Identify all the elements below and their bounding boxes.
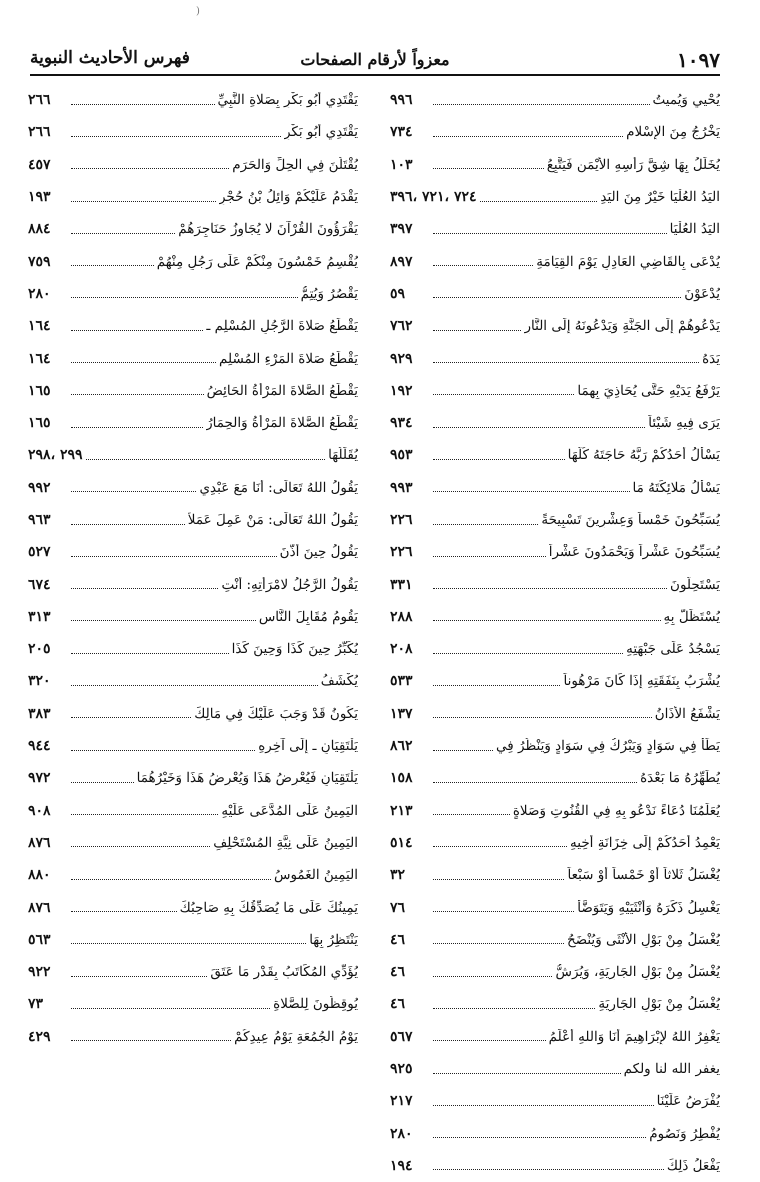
hadith-text: يُؤَدِّي المُكَاتَبُ بِقَدْرِ مَا عَتَقَ (210, 964, 358, 981)
hadith-text: يُوقِظُونَ لِلصَّلاةِ (273, 996, 358, 1013)
index-entry (28, 891, 358, 923)
hadith-text: يَشْفَعُ الأَذَانُ (654, 705, 720, 722)
leader-dots (433, 782, 637, 783)
page-reference: ٥٣٣ (390, 673, 413, 690)
page-reference: ٤٦ (390, 964, 406, 981)
index-entry (390, 568, 720, 600)
index-entry (390, 310, 720, 342)
leader-dots (433, 233, 667, 234)
leader-dots (433, 588, 667, 589)
page-reference: ٥٢٧ (28, 544, 51, 561)
page-reference: ٨٩٧ (390, 253, 413, 270)
hadith-text: يَسْأَلُ أَحَدُكُمْ رَبَّهُ حَاجَتَهُ كُلَّهَا (567, 447, 720, 464)
page-reference: ١٣٧ (390, 705, 413, 722)
hadith-text: يَسْأَلُ مَلائِكَتَهُ مَا (632, 479, 720, 496)
index-entry (28, 956, 358, 988)
hadith-text: يَدْعُوهُمْ إِلَى الجَنَّةِ وَيَدْعُونَهُ إِلَى النَّارِ (524, 318, 720, 335)
leader-dots (71, 685, 318, 686)
hadith-text: اليَدُ العُلْيَا خَيْرٌ مِنَ اليَدِ (600, 189, 720, 206)
page-reference: ١٠٣ (390, 156, 413, 173)
hadith-text: يُغْسَلُ مِنْ بَوْلِ الجَارِيَةِ، وَيُرَشُّ (555, 964, 720, 981)
page-reference: ٣٣١ (390, 576, 413, 593)
page-reference: ٩٩٦ (390, 92, 413, 109)
index-entry (390, 245, 720, 277)
hadith-text: يَغْسِلُ ذَكَرَهُ وَأُنْثَيَيْهِ وَيَتَوَضَّأُ (577, 899, 720, 916)
index-entry (390, 859, 720, 891)
page-reference: ٥٦٣ (28, 931, 51, 948)
hadith-text: يَسْتَحِلُّونَ (670, 576, 720, 593)
index-entry (28, 568, 358, 600)
leader-dots (433, 427, 645, 428)
hadith-text: يَطَأُ فِي سَوَادٍ وَيَبْرُكُ فِي سَوَادٍ وَيَنْظُرُ فِي (496, 738, 720, 755)
index-entry (390, 407, 720, 439)
page-reference: ٤٦ (390, 996, 406, 1013)
page-reference: ٢٢٦ (390, 544, 413, 561)
hadith-text: يُخَلِّلُ بِهَا شِقَّ رَأْسِهِ الأَيْمَنِ فَيَتَّبِعُ (546, 156, 720, 173)
index-entry (390, 149, 720, 181)
index-entry (28, 601, 358, 633)
page-reference: ٣٢ (390, 867, 406, 884)
page-reference: ٧٢٤ ،٧٢١ ،٣٩٦ (390, 189, 477, 206)
page-reference: ٩٢٥ (390, 1061, 413, 1078)
hadith-text: يُشْرَبُ بِنَفَقَتِهِ إِذَا كَانَ مَرْهُوناً (563, 673, 720, 690)
index-entry (28, 924, 358, 956)
index-entry (390, 827, 720, 859)
leader-dots (433, 1137, 646, 1138)
page-reference: ١٥٨ (390, 770, 413, 787)
index-entry (28, 375, 358, 407)
page-reference: ٦٧٤ (28, 576, 51, 593)
index-entry (390, 1021, 720, 1053)
hadith-text: يَقْطَعُ صَلاةَ المَرْءِ المُسْلِمِ (219, 350, 358, 367)
index-entry (390, 116, 720, 148)
index-entry (28, 633, 358, 665)
hadith-text: يَقْطَعُ الصَّلاةَ المَرْأَةُ وَالحِمَارُ (206, 415, 358, 432)
page-number: ١٠٩٧ (677, 48, 720, 72)
index-entry (28, 730, 358, 762)
hadith-text: يُسَبِّحُونَ عَشْراً وَيَحْمَدُونَ عَشْراً (548, 544, 720, 561)
leader-dots (433, 362, 699, 363)
index-entry (390, 601, 720, 633)
hadith-text: يُعَلِّمُنَا دُعَاءً نَدْعُو بِهِ فِي القُنُوتِ وَصَلاةٍ (512, 802, 720, 819)
index-entry (28, 116, 358, 148)
hadith-text: يُدْعَى بِالقَاضِي العَادِلِ يَوْمَ القِيَامَةِ (536, 253, 720, 270)
index-entry (390, 472, 720, 504)
page-reference: ٩٥٣ (390, 447, 413, 464)
index-entry (28, 988, 358, 1020)
index-entry (390, 375, 720, 407)
page-reference: ١٦٥ (28, 415, 51, 432)
page-reference: ٨٨٤ (28, 221, 51, 238)
hadith-text: اليَدُ العُلْيَا (669, 221, 720, 238)
leader-dots (71, 233, 175, 234)
left-column (28, 84, 358, 1053)
page-reference: ١٦٤ (28, 318, 51, 335)
index-entry (28, 665, 358, 697)
leader-dots (480, 201, 598, 202)
hadith-text: يَخْرُجُ مِنَ الإِسْلامِ (626, 124, 720, 141)
hadith-text: يَقُولُ حِينَ أَذَّنَ (279, 544, 358, 561)
hadith-text: اليَمِينُ الغَمُوسُ (273, 867, 358, 884)
hadith-text: يُغْسَلُ ثَلاثاً أَوْ خَمْساً أَوْ سَبْعاً (567, 867, 720, 884)
index-entry (390, 504, 720, 536)
leader-dots (71, 427, 203, 428)
leader-dots (433, 976, 552, 977)
page-reference: ٥٩ (390, 285, 406, 302)
page-reference: ٧٣ (28, 996, 44, 1013)
index-entry (28, 310, 358, 342)
leader-dots (433, 814, 510, 815)
index-entry (390, 665, 720, 697)
right-column (390, 84, 720, 1182)
leader-dots (433, 1073, 621, 1074)
hadith-text: يَقْتَدِي أَبُو بَكْرٍ (283, 124, 358, 141)
hadith-text: يَقُولُ اللهُ تَعَالَى: أَنَا مَعَ عَبْدِي (199, 479, 358, 496)
leader-dots (433, 491, 630, 492)
index-entry (390, 698, 720, 730)
page-header (30, 48, 720, 76)
leader-dots (71, 136, 281, 137)
page-reference: ١٩٤ (390, 1157, 413, 1174)
page-reference: ٢٦٦ (28, 124, 51, 141)
leader-dots (71, 491, 196, 492)
leader-dots (71, 362, 216, 363)
page-reference: ٢٢٦ (390, 512, 413, 528)
page-reference: ٢٦٦ (28, 92, 51, 109)
leader-dots (71, 556, 277, 557)
leader-dots (433, 168, 544, 169)
index-entry (28, 245, 358, 277)
hadith-text: يَنْتَظِرُ بِهَا (309, 931, 358, 948)
hadith-text: يُغْسَلُ مِنْ بَوْلِ الجَارِيَةِ (598, 996, 720, 1013)
hadith-text: يُقَلِّلُهَا (328, 447, 358, 464)
hadith-text: يَلْتَقِيَانِ فَيُعْرِضُ هَذَا وَيُعْرِضُ هَذَا وَخَيْرُهُمَا (136, 770, 358, 787)
hadith-text: يُسْتَظَلُّ بِهِ (663, 608, 720, 625)
index-entry (28, 439, 358, 471)
hadith-text: يَدَهُ (702, 350, 720, 367)
leader-dots (71, 717, 191, 718)
leader-dots (71, 976, 207, 977)
hadith-text: يَمِينُكَ عَلَى مَا يُصَدِّقُكَ بِهِ صَاحِبُكَ (179, 899, 358, 916)
page-reference: ٨٧٦ (28, 834, 51, 851)
hadith-text: يَلْتَقِيَانِ ـ إِلَى آخِرِهِ (258, 738, 358, 755)
leader-dots (71, 588, 218, 589)
index-entry (390, 181, 720, 213)
hadith-text: يَقْدَمُ عَلَيْكُمْ وَائِلُ بْنُ حُجْرٍ (218, 189, 358, 206)
leader-dots (71, 653, 229, 654)
index-entry (390, 924, 720, 956)
leader-dots (71, 524, 185, 525)
index-entry (28, 859, 358, 891)
index-entry (390, 278, 720, 310)
hadith-text: يَسْجُدُ عَلَى جَبْهَتِهِ (626, 641, 720, 658)
page-reference: ٢٨٠ (28, 285, 51, 302)
index-entry (28, 472, 358, 504)
index-entry (28, 1021, 358, 1053)
page-reference: ٢١٣ (390, 802, 413, 819)
index-entry (390, 1085, 720, 1117)
page-reference: ٣٢٠ (28, 673, 51, 690)
leader-dots (433, 459, 565, 460)
leader-dots (71, 201, 216, 202)
leader-dots (433, 1105, 654, 1106)
hadith-text: يَكُونُ قَدْ وَجَبَ عَلَيْكَ فِي مَالِكَ (194, 705, 358, 722)
page-reference: ١٦٤ (28, 350, 51, 367)
leader-dots (433, 136, 623, 137)
index-entry (390, 762, 720, 794)
leader-dots (433, 911, 574, 912)
page-reference: ٥١٤ (390, 834, 413, 851)
index-entry (28, 213, 358, 245)
hadith-text: يَقْرَؤُونَ القُرْآنَ لا يُجَاوِزُ حَنَاجِرَهُمْ (178, 221, 358, 238)
leader-dots (71, 168, 229, 169)
leader-dots (71, 814, 218, 815)
index-entry (28, 762, 358, 794)
hadith-text: يُقْتَلُنَ فِي الحِلِّ وَالحَرَمِ (232, 156, 358, 173)
index-entry (390, 213, 720, 245)
index-entry (390, 84, 720, 116)
hadith-text: يُفْطِرُ وَنَصُومُ (649, 1125, 720, 1142)
index-entry (390, 342, 720, 374)
leader-dots (433, 556, 546, 557)
page-reference: ٢١٧ (390, 1093, 413, 1110)
page-reference: ١٦٥ (28, 382, 51, 399)
page-reference: ٤٥٧ (28, 156, 51, 173)
page-reference: ٩٩٢ (28, 479, 51, 496)
leader-dots (71, 1040, 231, 1041)
index-entry (28, 342, 358, 374)
hadith-text: يُغْسَلُ مِنْ بَوْلِ الأُنْثَى وَيُنْضَحُ (566, 931, 720, 948)
hadith-text: يَقُولُ الرَّجُلُ لامْرَأَتِهِ: أَنْتِ (221, 576, 358, 593)
leader-dots (71, 750, 255, 751)
leader-dots (433, 1169, 664, 1170)
leader-dots (433, 1008, 595, 1009)
scan-mark: ( (196, 6, 200, 17)
leader-dots (71, 394, 204, 395)
page-reference: ٢٠٨ (390, 641, 413, 658)
page-reference: ٧٦٢ (390, 318, 413, 335)
hadith-text: يَغْفِرُ اللهُ لإِبْرَاهِيمَ أَنَا وَاللهِ أَعْلَمُ (548, 1028, 720, 1045)
index-entry (390, 730, 720, 762)
hadith-text: يَرْفَعُ يَدَيْهِ حَتَّى يُحَاذِيَ بِهِمَا (577, 382, 720, 399)
page-reference: ٩٢٩ (390, 350, 413, 367)
hadith-text: يُطَهِّرُهُ مَا بَعْدَهُ (640, 770, 720, 787)
index-entry (28, 536, 358, 568)
leader-dots (71, 911, 177, 912)
page-reference: ٤٦ (390, 931, 406, 948)
leader-dots (71, 330, 203, 331)
hadith-text: يَفْعَلُ ذَلِكَ (666, 1157, 720, 1174)
hadith-text: يُفْرَضُ عَلَيْنَا (656, 1093, 720, 1110)
index-entry (390, 633, 720, 665)
index-title: فهرس الأحاديث النبوية (30, 48, 190, 68)
index-entry (28, 827, 358, 859)
page-reference: ٣٨٣ (28, 705, 51, 722)
leader-dots (433, 1040, 546, 1041)
hadith-text: يَرَى فِيهِ شَيْئاً (648, 415, 720, 432)
index-entry (390, 439, 720, 471)
hadith-text: يُحْيي وَيُميتُ (652, 92, 720, 109)
index-entry (28, 278, 358, 310)
page-reference: ٩٦٣ (28, 512, 51, 528)
leader-dots (86, 459, 326, 460)
page-reference: ٢٩٩ ،٢٩٨ (28, 447, 83, 464)
page-reference: ٩٤٤ (28, 738, 51, 755)
page-reference: ٢٨٨ (390, 608, 413, 625)
leader-dots (433, 394, 574, 395)
leader-dots (433, 879, 564, 880)
page-reference: ٧٦ (390, 899, 406, 916)
leader-dots (71, 297, 298, 298)
hadith-text: يُكْشَفُ (320, 673, 358, 690)
index-entry (28, 698, 358, 730)
hadith-text: يُسَبِّحُونَ خَمْساً وَعِشْرِينَ تَسْبِيحَةً (541, 512, 720, 528)
page-reference: ٣١٣ (28, 608, 51, 625)
page-reference: ٩٣٤ (390, 415, 413, 432)
index-entry (390, 988, 720, 1020)
leader-dots (71, 879, 271, 880)
index-entry (28, 149, 358, 181)
leader-dots (71, 782, 134, 783)
page-reference: ٩٢٢ (28, 964, 51, 981)
leader-dots (433, 846, 567, 847)
index-entry (390, 536, 720, 568)
leader-dots (433, 524, 538, 525)
leader-dots (71, 1008, 270, 1009)
hadith-text: يَقْطَعُ صَلاةَ الرَّجُلِ المُسْلِمِ ـ (206, 318, 358, 335)
index-entry (390, 956, 720, 988)
page-reference: ١٩٣ (28, 189, 51, 206)
hadith-text: اليَمِينُ عَلَى المُدَّعَى عَلَيْهِ (221, 802, 358, 819)
index-entry (390, 1150, 720, 1182)
page-reference: ٥٦٧ (390, 1028, 413, 1045)
page-reference: ٢٨٠ (390, 1125, 413, 1142)
page-reference: ٤٢٩ (28, 1028, 51, 1045)
index-entry (390, 1118, 720, 1150)
hadith-text: يَوْمُ الجُمُعَةِ يَوْمُ عِيدِكُمْ (234, 1028, 358, 1045)
page-reference: ٨٦٢ (390, 738, 413, 755)
leader-dots (433, 750, 493, 751)
hadith-text: اليَمِينُ عَلَى نِيَّةِ المُسْتَحْلِفِ (213, 834, 358, 851)
index-entry (390, 891, 720, 923)
page-reference: ٩٧٢ (28, 770, 51, 787)
leader-dots (71, 620, 256, 621)
leader-dots (433, 620, 661, 621)
page-reference: ٧٥٩ (28, 253, 51, 270)
hadith-text: يَقُولُ اللهُ تَعَالَى: مَنْ عَمِلَ عَمَلاً (187, 512, 358, 528)
hadith-text: يَعْمِدُ أَحَدُكُمْ إِلَى خِزَانَةِ أَخِيهِ (570, 834, 720, 851)
leader-dots (433, 717, 652, 718)
hadith-text: يُكَبِّرُ حِينَ كَذَا وَحِينَ كَذَا (231, 641, 358, 658)
leader-dots (71, 943, 306, 944)
index-entry (390, 795, 720, 827)
leader-dots (71, 846, 210, 847)
index-entry (28, 795, 358, 827)
index-entry (28, 407, 358, 439)
page-reference: ٧٣٤ (390, 124, 413, 141)
page-reference: ٨٧٦ (28, 899, 51, 916)
leader-dots (71, 104, 215, 105)
hadith-text: يَقْتَدِي أَبُو بَكْرٍ بِصَلاةِ النَّبِيِّ (217, 92, 358, 109)
leader-dots (433, 330, 521, 331)
page-reference: ٢٠٥ (28, 641, 51, 658)
hadith-text: يغفر الله لنا ولكم (623, 1061, 720, 1078)
leader-dots (433, 265, 533, 266)
hadith-text: يَقُومُ مُقَابِلَ النَّاسِ (258, 608, 358, 625)
page-reference: ٩٠٨ (28, 802, 51, 819)
leader-dots (433, 297, 681, 298)
hadith-text: يُدْعَوْنَ (684, 285, 720, 302)
leader-dots (433, 685, 560, 686)
hadith-text: يُقْسِمُ خَمْسُونَ مِنْكُمْ عَلَى رَجُلٍ مِنْهُمْ (156, 253, 358, 270)
index-entry (28, 504, 358, 536)
page-reference: ١٩٢ (390, 382, 413, 399)
page-reference: ٩٩٣ (390, 479, 413, 496)
hadith-text: يَقْطَعُ الصَّلاةَ المَرْأَةُ الحَائِضُ (206, 382, 358, 399)
hadith-text: يَقْصُرُ وَيُتِمُّ (300, 285, 358, 302)
leader-dots (433, 943, 564, 944)
page-reference: ٨٨٠ (28, 867, 51, 884)
leader-dots (433, 104, 650, 105)
page-reference: ٣٩٧ (390, 221, 413, 238)
leader-dots (433, 653, 623, 654)
leader-dots (71, 265, 154, 266)
index-entry (28, 181, 358, 213)
index-entry (390, 1053, 720, 1085)
index-entry (28, 84, 358, 116)
header-subtitle: معزواً لأرقام الصفحات (300, 50, 450, 69)
